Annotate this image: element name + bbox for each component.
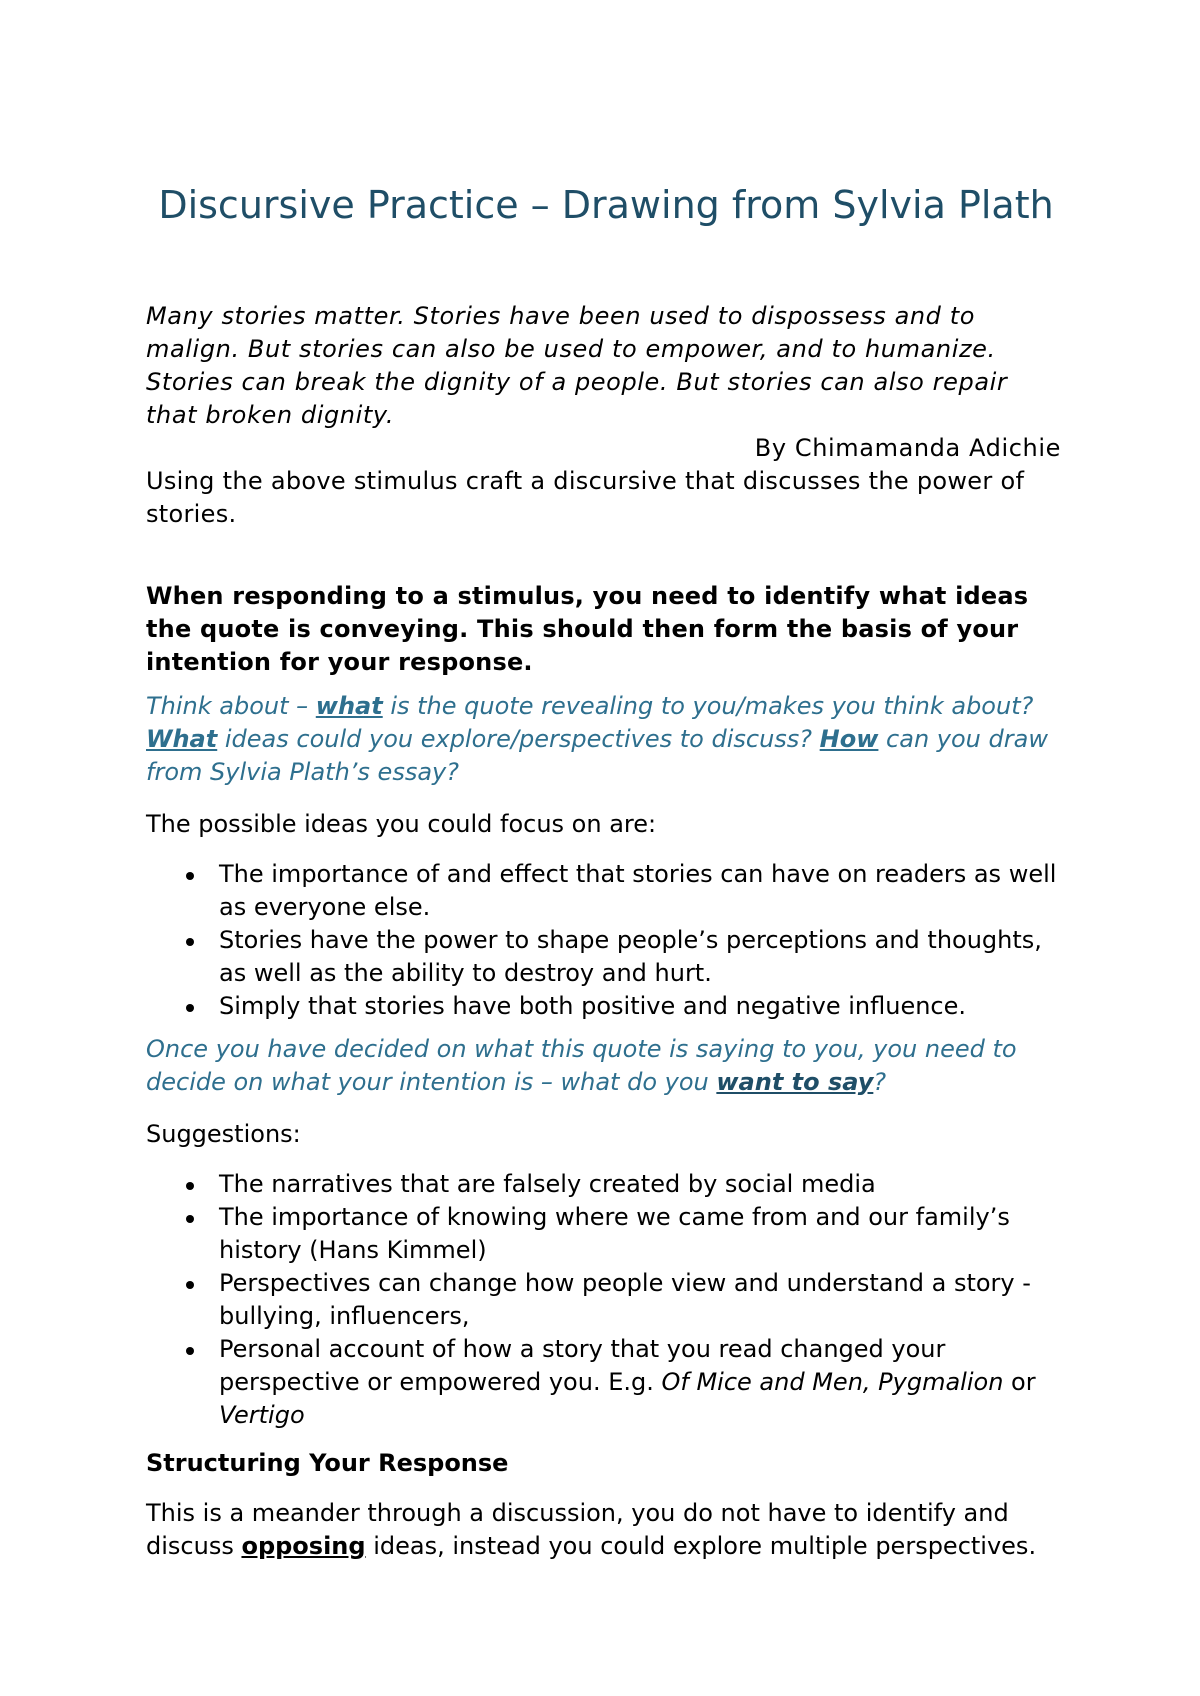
intention-emphasis: want to say (716, 1068, 874, 1096)
page-title: Discursive Practice – Drawing from Sylvia Plath (158, 183, 1054, 227)
think-emphasis-what: what (315, 692, 383, 720)
meander-text-2: ideas, instead you could explore multiple perspectives. (365, 1532, 1037, 1560)
think-text-3: ideas could you explore/perspectives to discuss? (217, 725, 820, 753)
think-text-4: can you draw from Sylvia Plath’s essay? (146, 725, 1048, 786)
book-title-pygmalion: Pygmalion (878, 1368, 1004, 1396)
list-item: Simply that stories have both positive and negative influence. (146, 990, 1066, 1023)
suggestions-list (146, 1168, 1066, 1432)
possible-ideas-heading: The possible ideas you could focus on are: (146, 810, 657, 838)
book-title-vertigo: Vertigo (219, 1401, 305, 1429)
title-or: or (1003, 1368, 1036, 1396)
quote-attribution: By Chimamanda Adichie (754, 434, 1061, 462)
list-item: Perspectives can change how people view and understand a story - bullying, influencers, (146, 1267, 1066, 1333)
structure-heading: Structuring Your Response (146, 1449, 509, 1477)
meander-emphasis: opposing (241, 1532, 366, 1560)
think-emphasis-what-2: What (146, 725, 218, 753)
list-item: The importance of and effect that stories can have on readers as well as everyone else. (146, 858, 1066, 924)
intention-prompt (146, 1033, 1066, 1099)
stimulus-guidance: When responding to a stimulus, you need to identify what ideas the quote is conveying. This should then form the basis of your intention for your response. (146, 582, 1029, 676)
ideas-list (146, 858, 1066, 1023)
think-text-2: is the quote revealing to you/makes you think about? (382, 692, 1034, 720)
structure-description (146, 1497, 1066, 1563)
list-item (146, 1333, 1066, 1432)
suggestion-4-text: Personal account of how a story that you read changed your perspective or empowered you. E.g. (219, 1335, 946, 1396)
task-instruction: Using the above stimulus craft a discursive that discusses the power of stories. (146, 467, 1025, 528)
book-title-of-mice-and-men: Of Mice and Men (661, 1368, 863, 1396)
list-item: The narratives that are falsely created by social media (146, 1168, 1066, 1201)
suggestions-heading: Suggestions: (146, 1120, 301, 1148)
list-item: Stories have the power to shape people’s perceptions and thoughts, as well as the ability to destroy and hurt. (146, 924, 1066, 990)
think-emphasis-how: How (819, 725, 879, 753)
stimulus-quote: Many stories matter. Stories have been used to dispossess and to malign. But stories can also be used to empower, and to humanize. Stories can break the dignity of a people. But stories can also repair that broken dignity. (146, 302, 1008, 429)
title-separator: , (862, 1368, 879, 1396)
intention-text-1: Once you have decided on what this quote is saying to you, you need to decide on what your intention is – what do you (146, 1035, 1017, 1096)
think-about-prompt (146, 690, 1066, 789)
list-item: The importance of knowing where we came from and our family’s history (Hans Kimmel) (146, 1201, 1066, 1267)
intention-text-2: ? (873, 1068, 887, 1096)
meander-text-1: This is a meander through a discussion, you do not have to identify and discuss (146, 1499, 1009, 1560)
think-text-1: Think about – (146, 692, 316, 720)
